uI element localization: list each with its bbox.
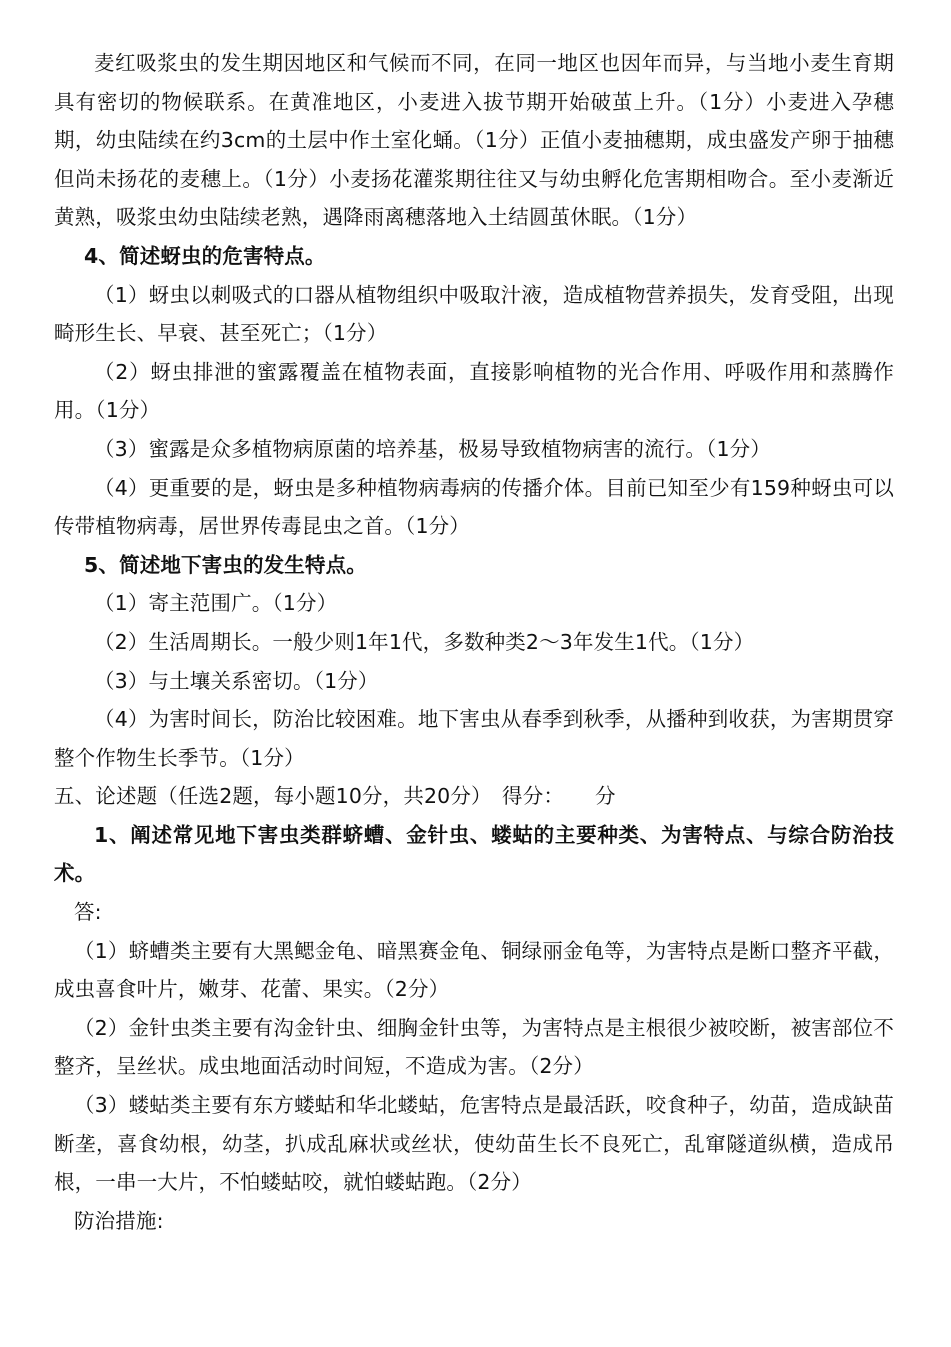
question-4-item-1: （1）蚜虫以刺吸式的口器从植物组织中吸取汁液，造成植物营养损失，发育受阻，出现畸形生长、早衰、甚至死亡；（1分） xyxy=(54,282,894,346)
question-5-item-2: （2）生活周期长。一般少则1年1代，多数种类2～3年发生1代。（1分） xyxy=(94,629,755,654)
question-5-item-3: （3）与土壤关系密切。（1分） xyxy=(94,668,379,693)
question-5-item-1: （1）寄主范围广。（1分） xyxy=(94,591,338,616)
control-measures-label: 防治措施: xyxy=(74,1208,164,1233)
question-5-item-4: （4）为害时间长，防治比较困难。地下害虫从春季到秋季，从播种到收获，为害期贯穿整个作物生长季节。（1分） xyxy=(54,707,894,770)
question-4-item-2: （2）蚜虫排泄的蜜露覆盖在植物表面，直接影响植物的光合作用、呼吸作用和蒸腾作用。（1分） xyxy=(54,359,894,423)
essay-1-item-1: （1）蛴螬类主要有大黑鳃金龟、暗黑赛金龟、铜绿丽金龟等，为害特点是断口整齐平截，成虫喜食叶片，嫩芽、花蕾、果实。（2分） xyxy=(54,938,894,1002)
question-4-heading: 4、简述蚜虫的危害特点。 xyxy=(84,243,326,268)
essay-1-heading: 1、阐述常见地下害虫类群蛴螬、金针虫、蝼蛄的主要种类、为害特点、与综合防治技术。 xyxy=(54,822,894,886)
section-5-heading: 五、论述题（任选2题，每小题10分，共20分） 得分： 分 xyxy=(54,784,616,809)
intro-paragraph: 麦红吸浆虫的发生期因地区和气候而不同，在同一地区也因年而异，与当地小麦生育期具有密切的物候联系。在黄准地区，小麦进入拔节期开始破茧上升。（1分）小麦进入孕穗期，幼虫陆续在约3cm的土层中作土室化蛹。（1分）正值小麦抽穗期，成虫盛发产卵于抽穗但尚未扬花的麦穗上。（1分）小麦扬花灌浆期往往又与幼虫孵化危害期相吻合。至小麦渐近黄熟，吸浆虫幼虫陆续老熟，遇降雨离穗落地入土结圆茧休眠。（1分） xyxy=(54,51,894,230)
question-5-heading: 5、简述地下害虫的发生特点。 xyxy=(84,552,367,577)
question-4-item-4: （4）更重要的是，蚜虫是多种植物病毒病的传播介体。目前已知至少有159种蚜虫可以传带植物病毒，居世界传毒昆虫之首。（1分） xyxy=(54,475,894,539)
essay-1-item-2: （2）金针虫类主要有沟金针虫、细胸金针虫等，为害特点是主根很少被咬断，被害部位不整齐，呈丝状。成虫地面活动时间短，不造成为害。（2分） xyxy=(54,1015,894,1079)
question-4-item-3: （3）蜜露是众多植物病原菌的培养基，极易导致植物病害的流行。（1分） xyxy=(94,436,771,461)
answer-label: 答: xyxy=(74,900,102,925)
essay-1-item-3: （3）蝼蛄类主要有东方蝼蛄和华北蝼蛄，危害特点是最活跃，咬食种子，幼苗，造成缺苗断垄，喜食幼根，幼茎，扒成乱麻状或丝状，使幼苗生长不良死亡，乱窜隧道纵横，造成吊根，一串一大片，不怕蝼蛄咬，就怕蝼蛄跑。（2分） xyxy=(54,1093,894,1195)
document-page xyxy=(54,44,894,1240)
